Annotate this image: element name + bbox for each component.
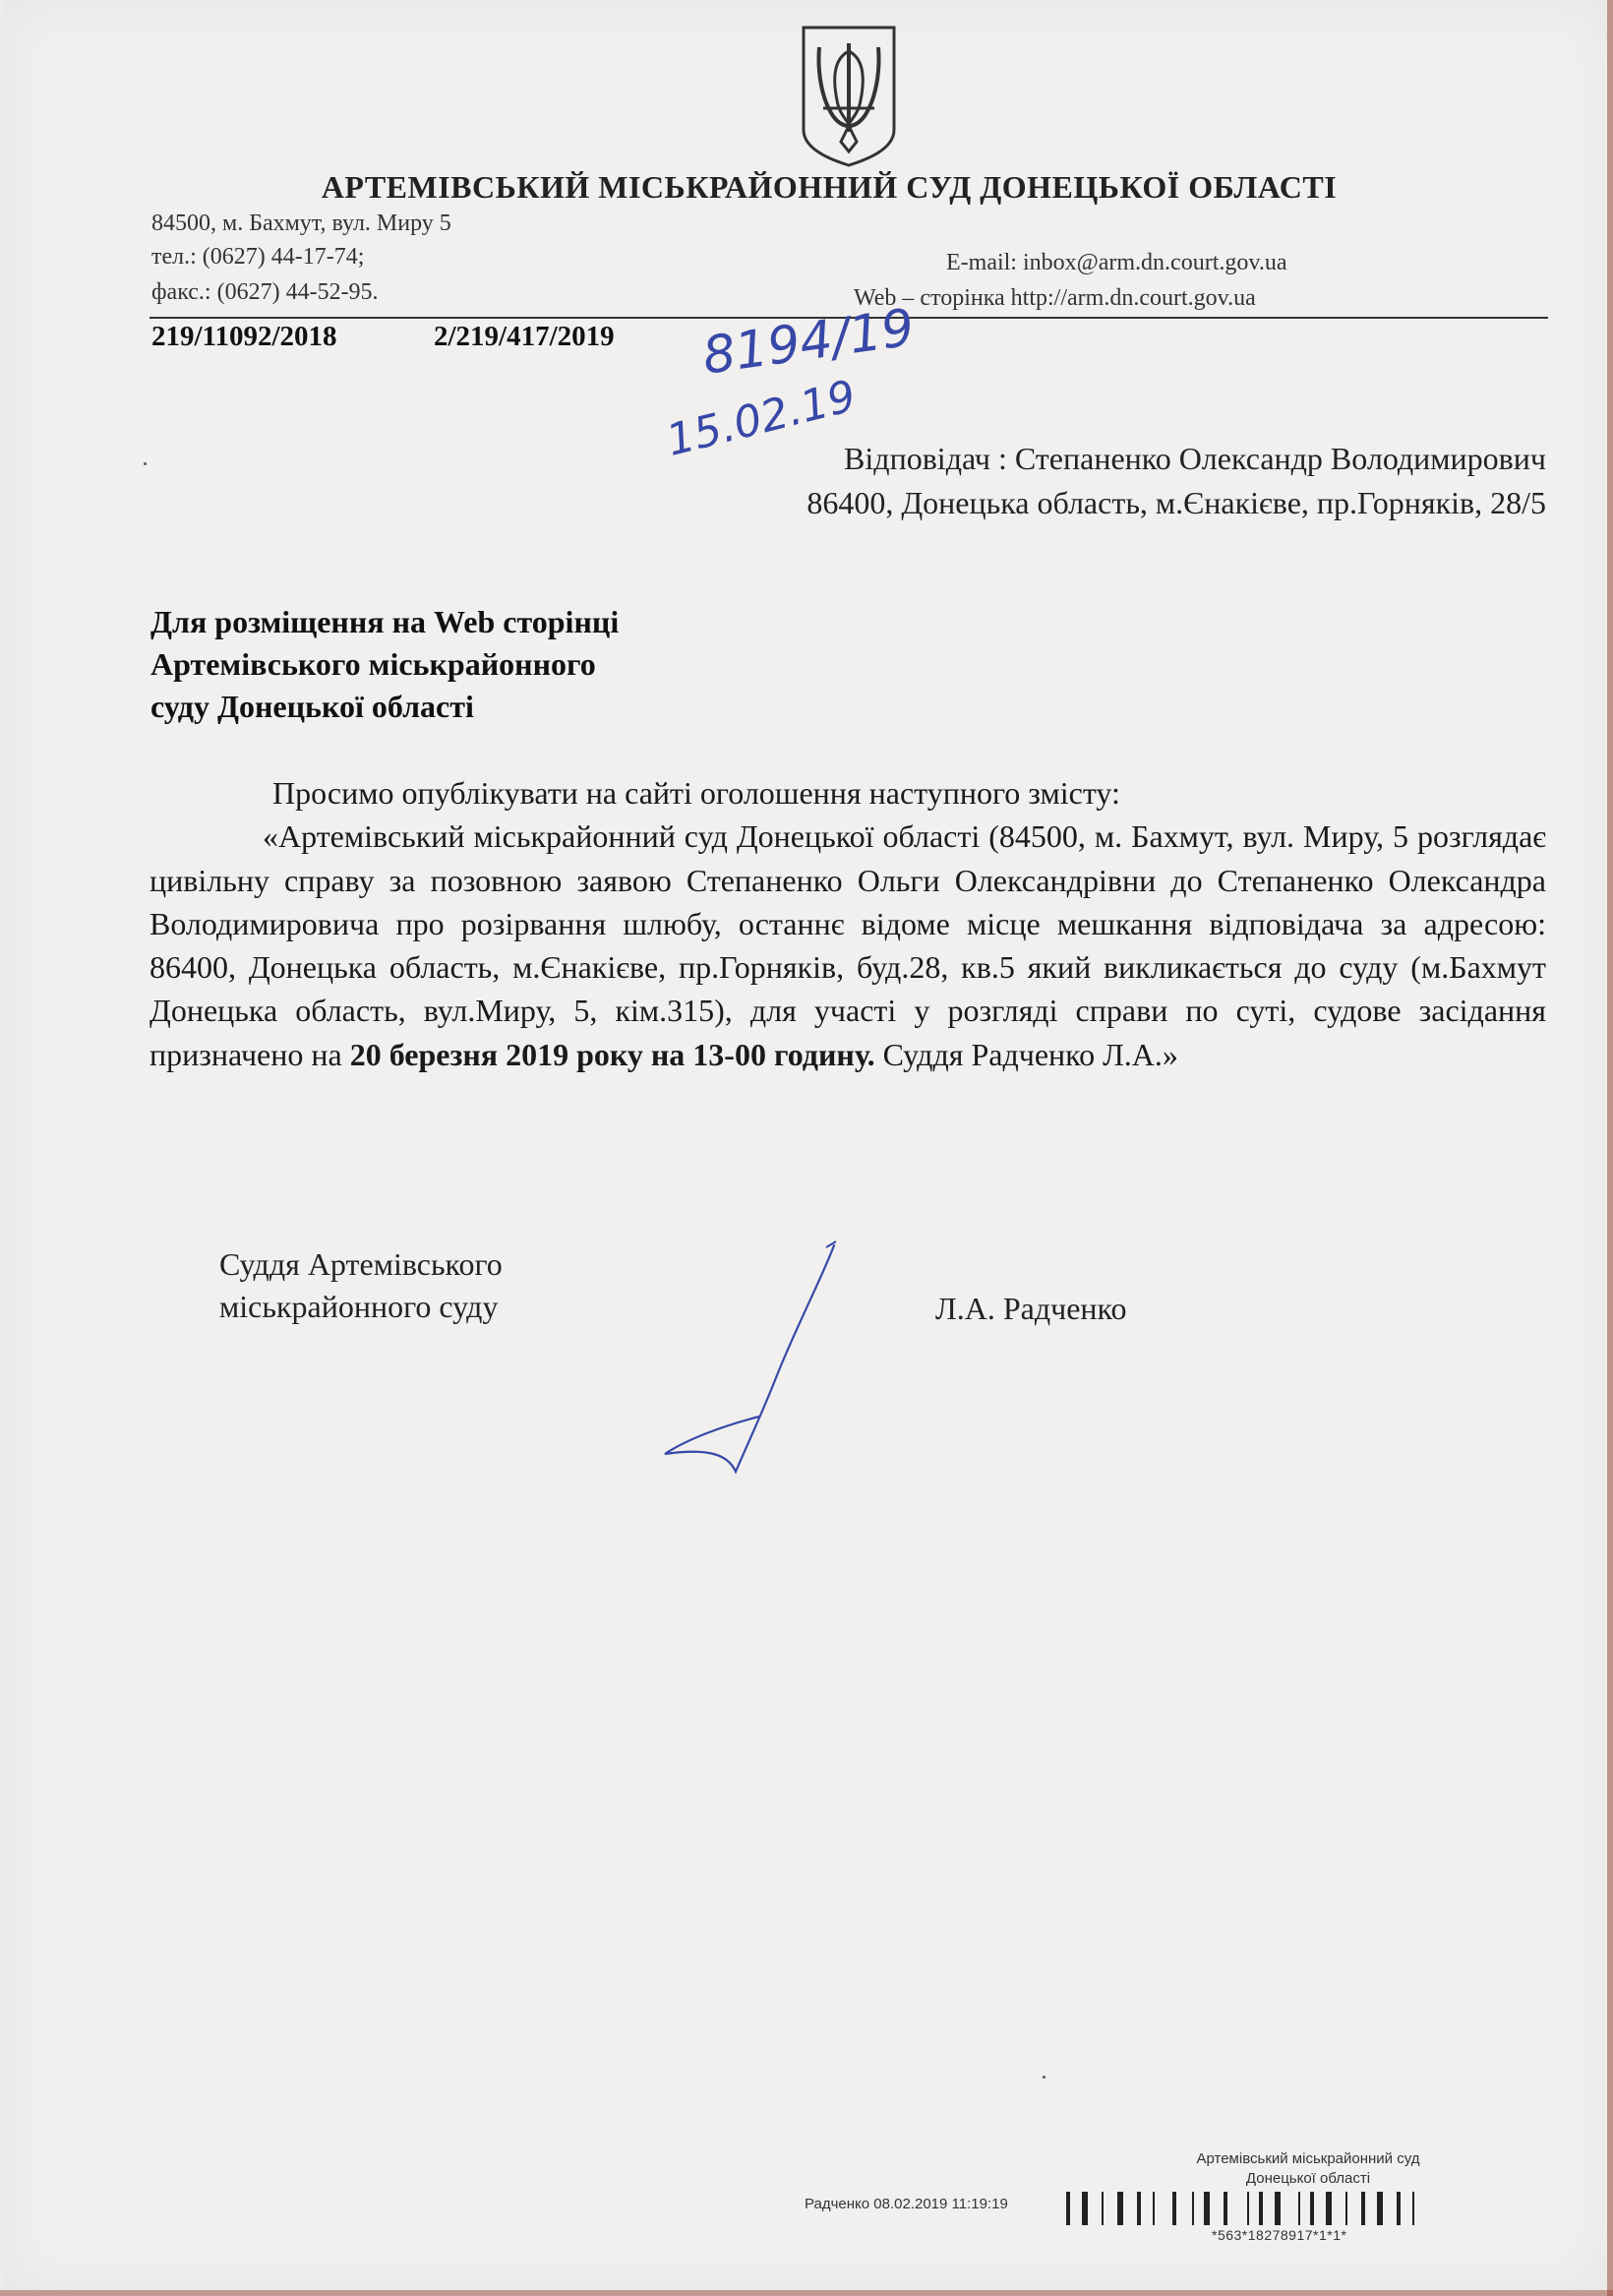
announcement-quote (149, 815, 1546, 1076)
paper-speck (144, 462, 147, 465)
barcode-bar (1153, 2192, 1155, 2225)
barcode-bar (1102, 2192, 1104, 2225)
trident-emblem-icon (794, 22, 904, 169)
page-edge-right (1607, 0, 1613, 2296)
web-block-line-2: Артемівського міськрайонного (150, 646, 596, 682)
barcode-bar (1066, 2192, 1070, 2225)
handwritten-incoming-number: 8194/19 (698, 298, 919, 387)
barcode-bar (1172, 2192, 1176, 2225)
barcode-bar (1310, 2192, 1314, 2225)
announcement-intro: Просимо опублікувати на сайті оголошення наступного змісту: (272, 775, 1120, 811)
barcode-bar (1298, 2192, 1300, 2225)
court-phone: тел.: (0627) 44-17-74; (151, 244, 365, 270)
barcode-bar (1361, 2192, 1365, 2225)
barcode-bar (1377, 2192, 1383, 2225)
paper-speck (1043, 2076, 1045, 2079)
barcode-bar (1137, 2192, 1141, 2225)
handwritten-signature (649, 1238, 866, 1483)
barcode-bar (1397, 2192, 1401, 2225)
web-block-line-1: Для розміщення на Web сторінці (150, 604, 620, 639)
barcode-bar (1224, 2192, 1227, 2225)
barcode-bar (1204, 2192, 1210, 2225)
barcode-bar (1345, 2192, 1347, 2225)
case-number-secondary: 2/219/417/2019 (434, 321, 615, 352)
registration-registrar: Радченко (805, 2196, 870, 2212)
recipient-name: Відповідач : Степаненко Олександр Володимирович (844, 441, 1546, 476)
page-edge-bottom (0, 2290, 1613, 2296)
court-fax: факс.: (0627) 44-52-95. (151, 279, 379, 305)
judge-role-line-1: Суддя Артемівського (219, 1246, 503, 1282)
barcode-bar (1247, 2192, 1249, 2225)
registration-barcode (1064, 2192, 1546, 2229)
announcement-quote-text: «Артемівський міськрайонний суд Донецької області (84500, м. Бахмут, вул. Миру, 5 розглядає цивільну справу за позовною заявою Степаненко Ольги Олександрівни до Степаненко Олександра Володимировича про розірвання шлюбу, останнє відоме місце мешкання відповідача за адресою: 86400, Донецька область, м.Єнакієве, пр.Горняків, буд.28, кв.5 який викликається до суду (м.Бахмут Донецька область, вул.Миру, 5, кім.315), для участі у розгляді справи по суті, судове засідання призначено на (149, 818, 1546, 1072)
registration-meta (805, 2196, 1008, 2212)
announcement-quote-end: Суддя Радченко Л.А.» (874, 1036, 1178, 1072)
judge-role-line-2: міськрайонного суду (219, 1289, 499, 1324)
court-email: E-mail: inbox@arm.dn.court.gov.ua (946, 250, 1287, 275)
judge-role (219, 1243, 503, 1328)
court-name-heading: АРТЕМІВСЬКИЙ МІСЬКРАЙОННИЙ СУД ДОНЕЦЬКОЇ ОБЛАСТІ (321, 169, 1338, 205)
barcode-bar (1412, 2192, 1414, 2225)
barcode-bar (1275, 2192, 1281, 2225)
registration-court-line-2: Донецької області (1245, 2170, 1371, 2187)
barcode-bar (1326, 2192, 1332, 2225)
barcode-bar (1082, 2192, 1088, 2225)
case-number-primary: 219/11092/2018 (151, 321, 337, 352)
barcode-number: *563*18278917*1*1* (1212, 2227, 1347, 2243)
barcode-bar (1259, 2192, 1263, 2225)
registration-court-line-1: Артемівський міськрайонний суд (1196, 2150, 1420, 2167)
handwritten-incoming-date: 15.02.19 (661, 371, 862, 466)
recipient-address: 86400, Донецька область, м.Єнакієве, пр.Горняків, 28/5 (806, 485, 1546, 520)
barcode-bar (1192, 2192, 1194, 2225)
court-web: Web – сторінка http://arm.dn.court.gov.ua (854, 285, 1256, 311)
web-block-line-3: суду Донецької області (150, 689, 474, 724)
barcode-bar (1117, 2192, 1123, 2225)
judge-name: Л.А. Радченко (935, 1291, 1127, 1326)
announcement-body (149, 771, 1546, 1076)
hearing-date: 20 березня 2019 року на 13-00 годину. (349, 1036, 875, 1072)
court-address: 84500, м. Бахмут, вул. Миру 5 (151, 211, 451, 236)
registration-timestamp: 08.02.2019 11:19:19 (873, 2196, 1008, 2212)
